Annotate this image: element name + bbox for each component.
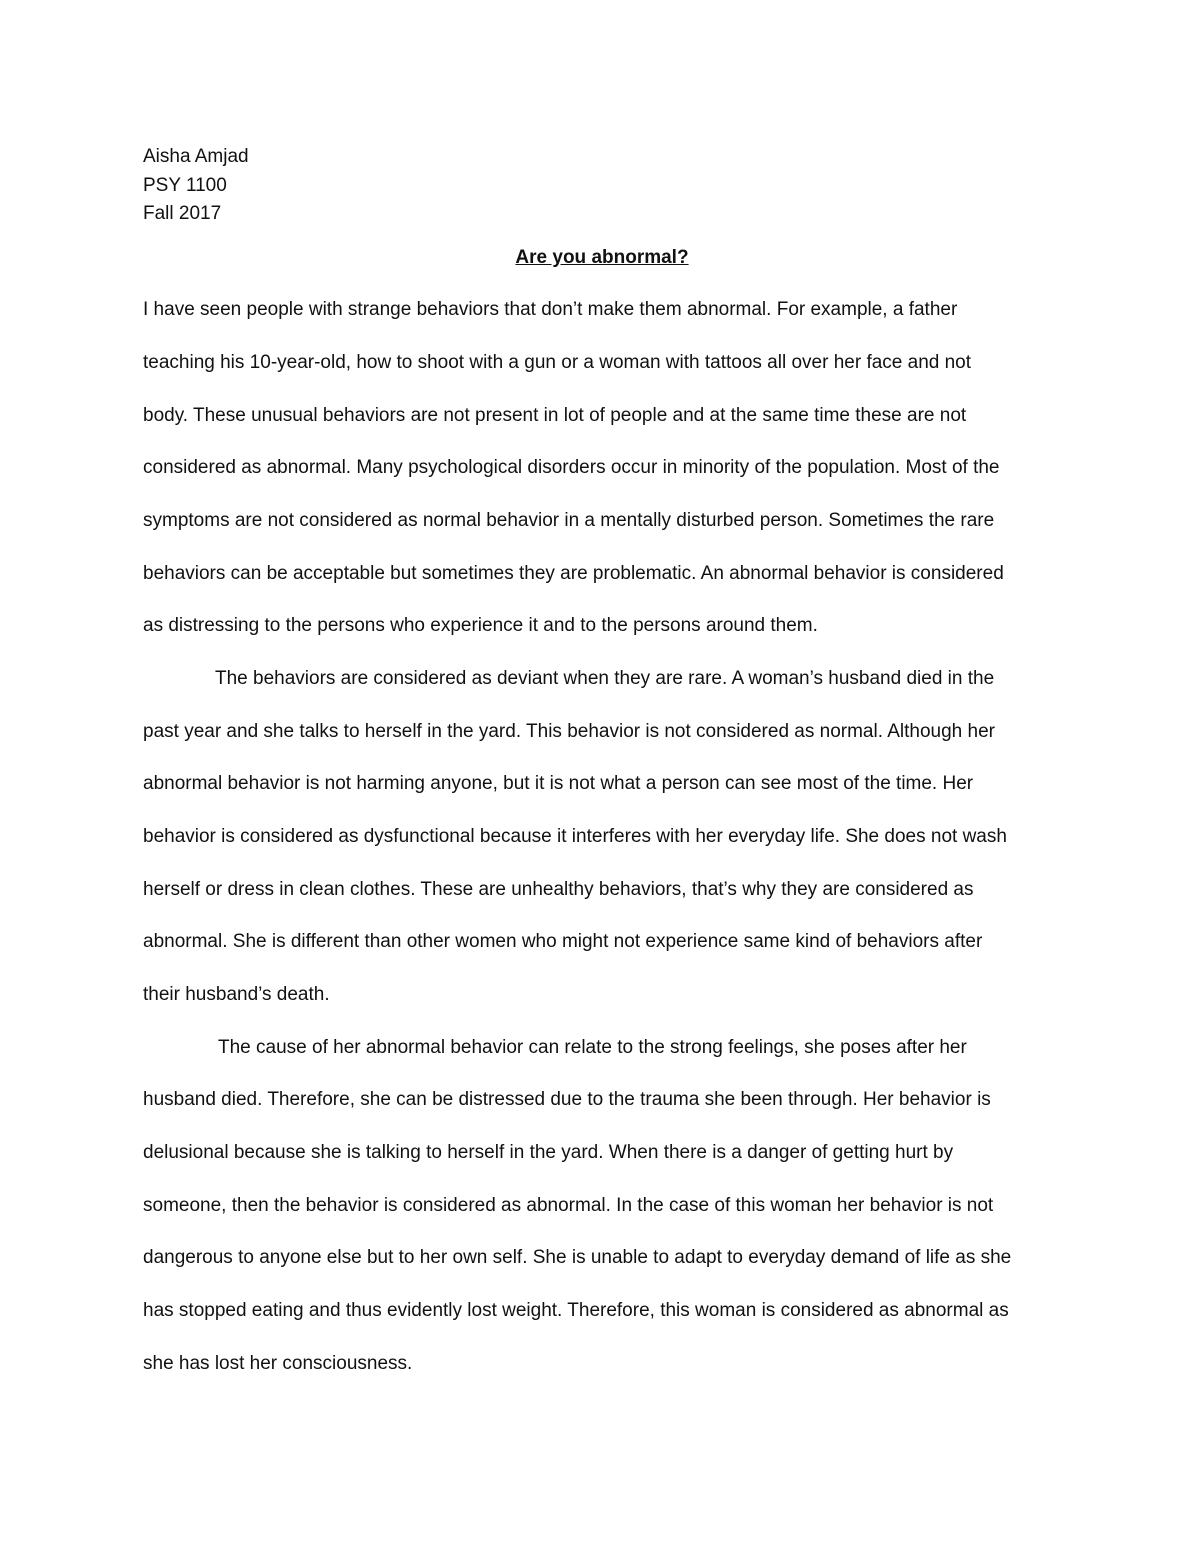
author-name: Aisha Amjad: [143, 146, 249, 167]
paragraph-2-line-6: abnormal. She is different than other women who might not experience same kind of behaviors after: [143, 931, 983, 952]
paragraph-1-line-3: body. These unusual behaviors are not present in lot of people and at the same time these are not: [143, 405, 967, 426]
essay-title: Are you abnormal?: [515, 247, 689, 268]
paragraph-2-line-1: The behaviors are considered as deviant when they are rare. A woman’s husband died in the: [215, 668, 995, 689]
paragraph-1-line-1: I have seen people with strange behaviors that don’t make them abnormal. For example, a father: [143, 299, 958, 320]
paragraph-2-line-7: their husband’s death.: [143, 984, 330, 1005]
paragraph-2-line-3: abnormal behavior is not harming anyone, but it is not what a person can see most of the time. Her: [143, 773, 974, 794]
paragraph-1-line-2: teaching his 10-year-old, how to shoot with a gun or a woman with tattoos all over her face and not: [143, 352, 972, 373]
paragraph-1-line-7: as distressing to the persons who experience it and to the persons around them.: [143, 615, 818, 636]
term: Fall 2017: [143, 203, 222, 224]
paragraph-3-line-6: has stopped eating and thus evidently lost weight. Therefore, this woman is considered as abnormal as: [143, 1300, 1009, 1321]
paragraph-2-line-4: behavior is considered as dysfunctional because it interferes with her everyday life. She does not wash: [143, 826, 1007, 847]
course-code: PSY 1100: [143, 174, 227, 196]
paragraph-3-line-2: husband died. Therefore, she can be distressed due to the trauma she been through. Her behavior is: [143, 1089, 991, 1110]
paragraph-3-line-5: dangerous to anyone else but to her own self. She is unable to adapt to everyday demand of life as she: [143, 1247, 1012, 1268]
paragraph-3-line-1: The cause of her abnormal behavior can relate to the strong feelings, she poses after her: [218, 1037, 967, 1058]
paragraph-2-line-5: herself or dress in clean clothes. These are unhealthy behaviors, that’s why they are considered as: [143, 879, 974, 900]
paragraph-2-line-2: past year and she talks to herself in the yard. This behavior is not considered as normal. Although her: [143, 721, 995, 742]
paragraph-3-line-7: she has lost her consciousness.: [143, 1353, 413, 1374]
paragraph-1-line-4: considered as abnormal. Many psychological disorders occur in minority of the population. Most of the: [143, 457, 1000, 478]
paragraph-3-line-4: someone, then the behavior is considered as abnormal. In the case of this woman her behavior is not: [143, 1195, 994, 1216]
paragraph-1-line-5: symptoms are not considered as normal behavior in a mentally disturbed person. Sometimes the rare: [143, 510, 995, 531]
paragraph-3-line-3: delusional because she is talking to herself in the yard. When there is a danger of getting hurt by: [143, 1142, 954, 1163]
document-header: [143, 143, 543, 229]
paragraph-1-line-6: behaviors can be acceptable but sometimes they are problematic. An abnormal behavior is considered: [143, 563, 1004, 584]
